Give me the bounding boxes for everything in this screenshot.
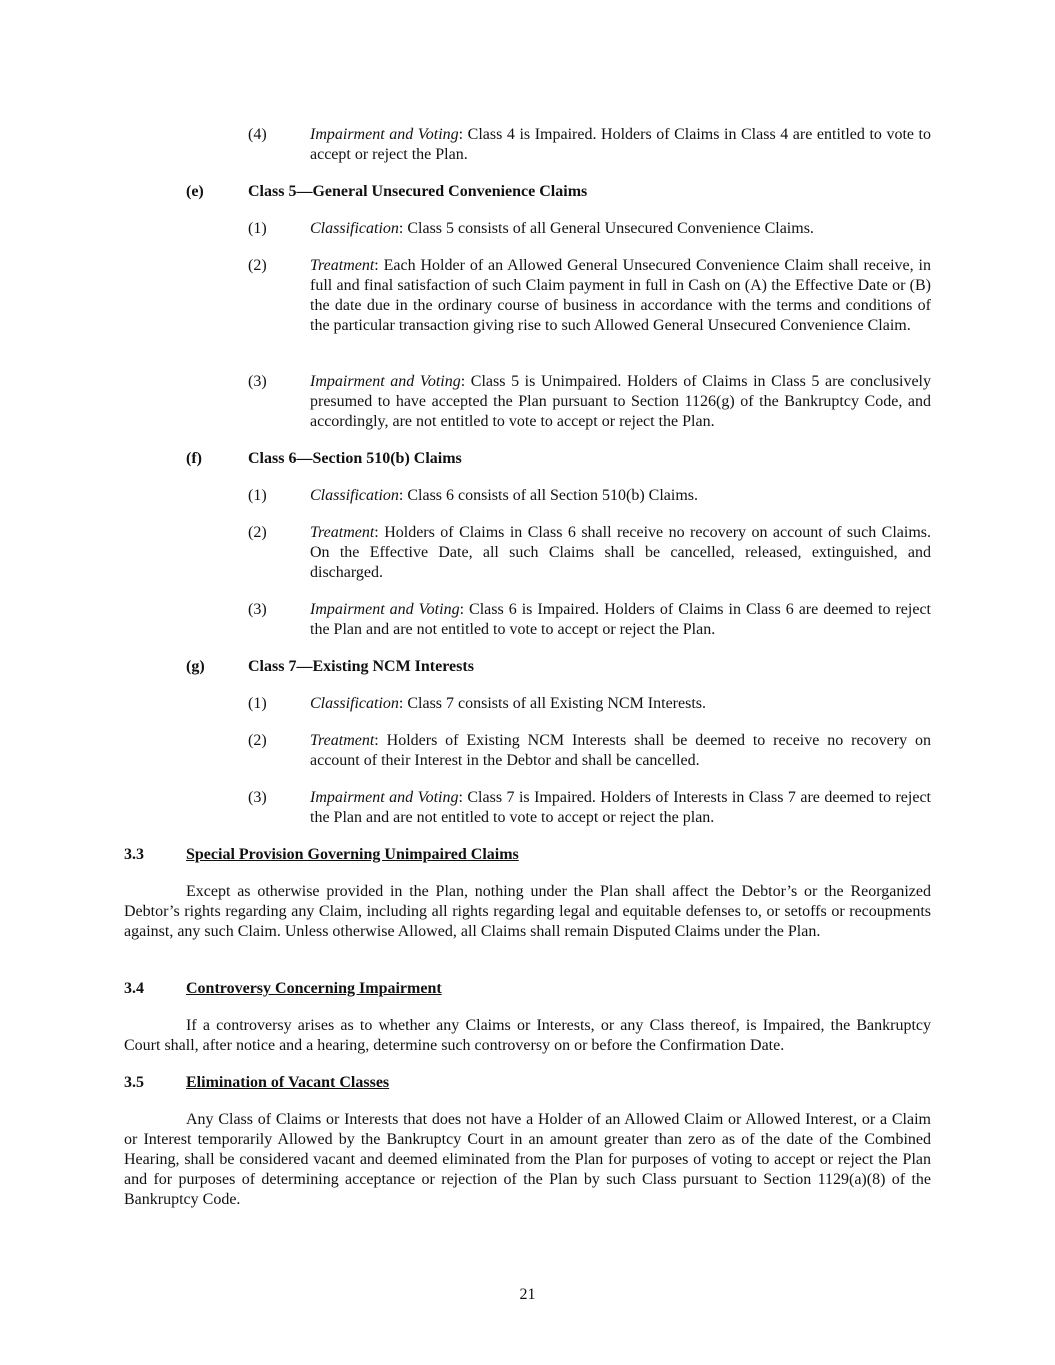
item-label: Classification <box>310 220 399 237</box>
page-number: 21 <box>519 1286 536 1303</box>
item-text: Impairment and Voting: Class 4 is Impaired. Holders of Claims in Class 4 are entitled to vote to accept or reject the Plan. <box>310 126 931 163</box>
class-title: Class 5—General Unsecured Convenience Claims <box>248 183 588 200</box>
section-title: Special Provision Governing Unimpaired Claims <box>186 846 519 863</box>
class7-impairment-item <box>248 788 931 828</box>
class-letter: (g) <box>186 658 205 675</box>
class-letter: (e) <box>186 183 204 200</box>
item-number: (2) <box>248 524 267 541</box>
section-number: 3.3 <box>124 846 144 863</box>
item-number: (4) <box>248 126 267 143</box>
item-label: Classification <box>310 695 399 712</box>
item-label: Treatment <box>310 257 375 274</box>
item-label: Impairment and Voting <box>310 789 459 806</box>
class5-impairment-item <box>248 372 931 432</box>
item-label: Impairment and Voting <box>310 601 460 618</box>
item-number: (1) <box>248 695 267 712</box>
item-number: (3) <box>248 789 267 806</box>
class6-treatment-item <box>248 523 931 583</box>
item-text: Impairment and Voting: Class 6 is Impaired. Holders of Claims in Class 6 are deemed to reject the Plan and are not entitled to vote to accept or reject the Plan. <box>310 601 931 638</box>
item-number: (2) <box>248 732 267 749</box>
item-label: Treatment <box>310 732 375 749</box>
section-number: 3.5 <box>124 1074 144 1091</box>
section-3-4-body: If a controversy arises as to whether any Claims or Interests, or any Class thereof, is Impaired, the Bankruptcy Court shall, after notice and a hearing, determine such controversy on or before the Confirmation Date. <box>124 1017 931 1054</box>
section-title: Controversy Concerning Impairment <box>186 980 442 997</box>
item-text: Treatment: Holders of Claims in Class 6 shall receive no recovery on account of such Claims. On the Effective Date, all such Claims shall be cancelled, released, extinguished, and discharged. <box>310 524 931 581</box>
item-number: (3) <box>248 601 267 618</box>
section-number: 3.4 <box>124 980 144 997</box>
class4-impairment-item <box>248 125 931 165</box>
class5-treatment-item <box>248 256 931 336</box>
class7-classification-item <box>248 694 931 714</box>
class6-classification-item <box>248 486 931 506</box>
item-label: Impairment and Voting <box>310 373 461 390</box>
class-title: Class 6—Section 510(b) Claims <box>248 450 462 467</box>
item-label: Classification <box>310 487 399 504</box>
item-text: Impairment and Voting: Class 7 is Impaired. Holders of Interests in Class 7 are deemed to reject the Plan and are not entitled to vote to accept or reject the plan. <box>310 789 932 826</box>
section-3-3-body: Except as otherwise provided in the Plan, nothing under the Plan shall affect the Debtor’s or the Reorganized Debtor’s rights regarding any Claim, including all rights regarding legal and equitable defenses to, or setoffs or recoupments against, any such Claim. Unless otherwise Allowed, all Claims shall remain Disputed Claims under the Plan. <box>124 883 931 940</box>
item-label: Impairment and Voting <box>310 126 459 143</box>
class5-classification-item <box>248 219 931 239</box>
class-title: Class 7—Existing NCM Interests <box>248 658 474 675</box>
item-number: (3) <box>248 373 267 390</box>
item-text: Treatment: Each Holder of an Allowed General Unsecured Convenience Claim shall receive, in full and final satisfaction of such Claim payment in full in Cash on (A) the Effective Date or (B) the date due in the ordinary course of business in accordance with the terms and conditions of the particular transaction giving rise to such Allowed General Unsecured Convenience Claim. <box>310 257 931 334</box>
class6-impairment-item <box>248 600 931 640</box>
item-number: (1) <box>248 220 267 237</box>
section-title: Elimination of Vacant Classes <box>186 1074 390 1091</box>
item-number: (2) <box>248 257 267 274</box>
item-text: Classification: Class 6 consists of all Section 510(b) Claims. <box>310 487 698 504</box>
item-label: Treatment <box>310 524 375 541</box>
class7-treatment-item <box>248 731 931 771</box>
item-text: Treatment: Holders of Existing NCM Interests shall be deemed to receive no recovery on account of their Interest in the Debtor and shall be cancelled. <box>310 732 931 769</box>
item-text: Impairment and Voting: Class 5 is Unimpaired. Holders of Claims in Class 5 are conclusively presumed to have accepted the Plan pursuant to Section 1126(g) of the Bankruptcy Code, and accordingly, are not entitled to vote to accept or reject the Plan. <box>310 373 932 430</box>
class-letter: (f) <box>186 450 202 467</box>
item-text: Classification: Class 7 consists of all Existing NCM Interests. <box>310 695 707 712</box>
item-text: Classification: Class 5 consists of all General Unsecured Convenience Claims. <box>310 220 814 237</box>
section-3-5-body: Any Class of Claims or Interests that does not have a Holder of an Allowed Claim or Allowed Interest, or a Claim or Interest temporarily Allowed by the Bankruptcy Court in an amount greater than zero as of the date of the Combined Hearing, shall be considered vacant and deemed eliminated from the Plan for purposes of voting to accept or reject the Plan and for purposes of determining acceptance or rejection of the Plan by such Class pursuant to Section 1129(a)(8) of the Bankruptcy Code. <box>124 1111 931 1208</box>
item-number: (1) <box>248 487 267 504</box>
